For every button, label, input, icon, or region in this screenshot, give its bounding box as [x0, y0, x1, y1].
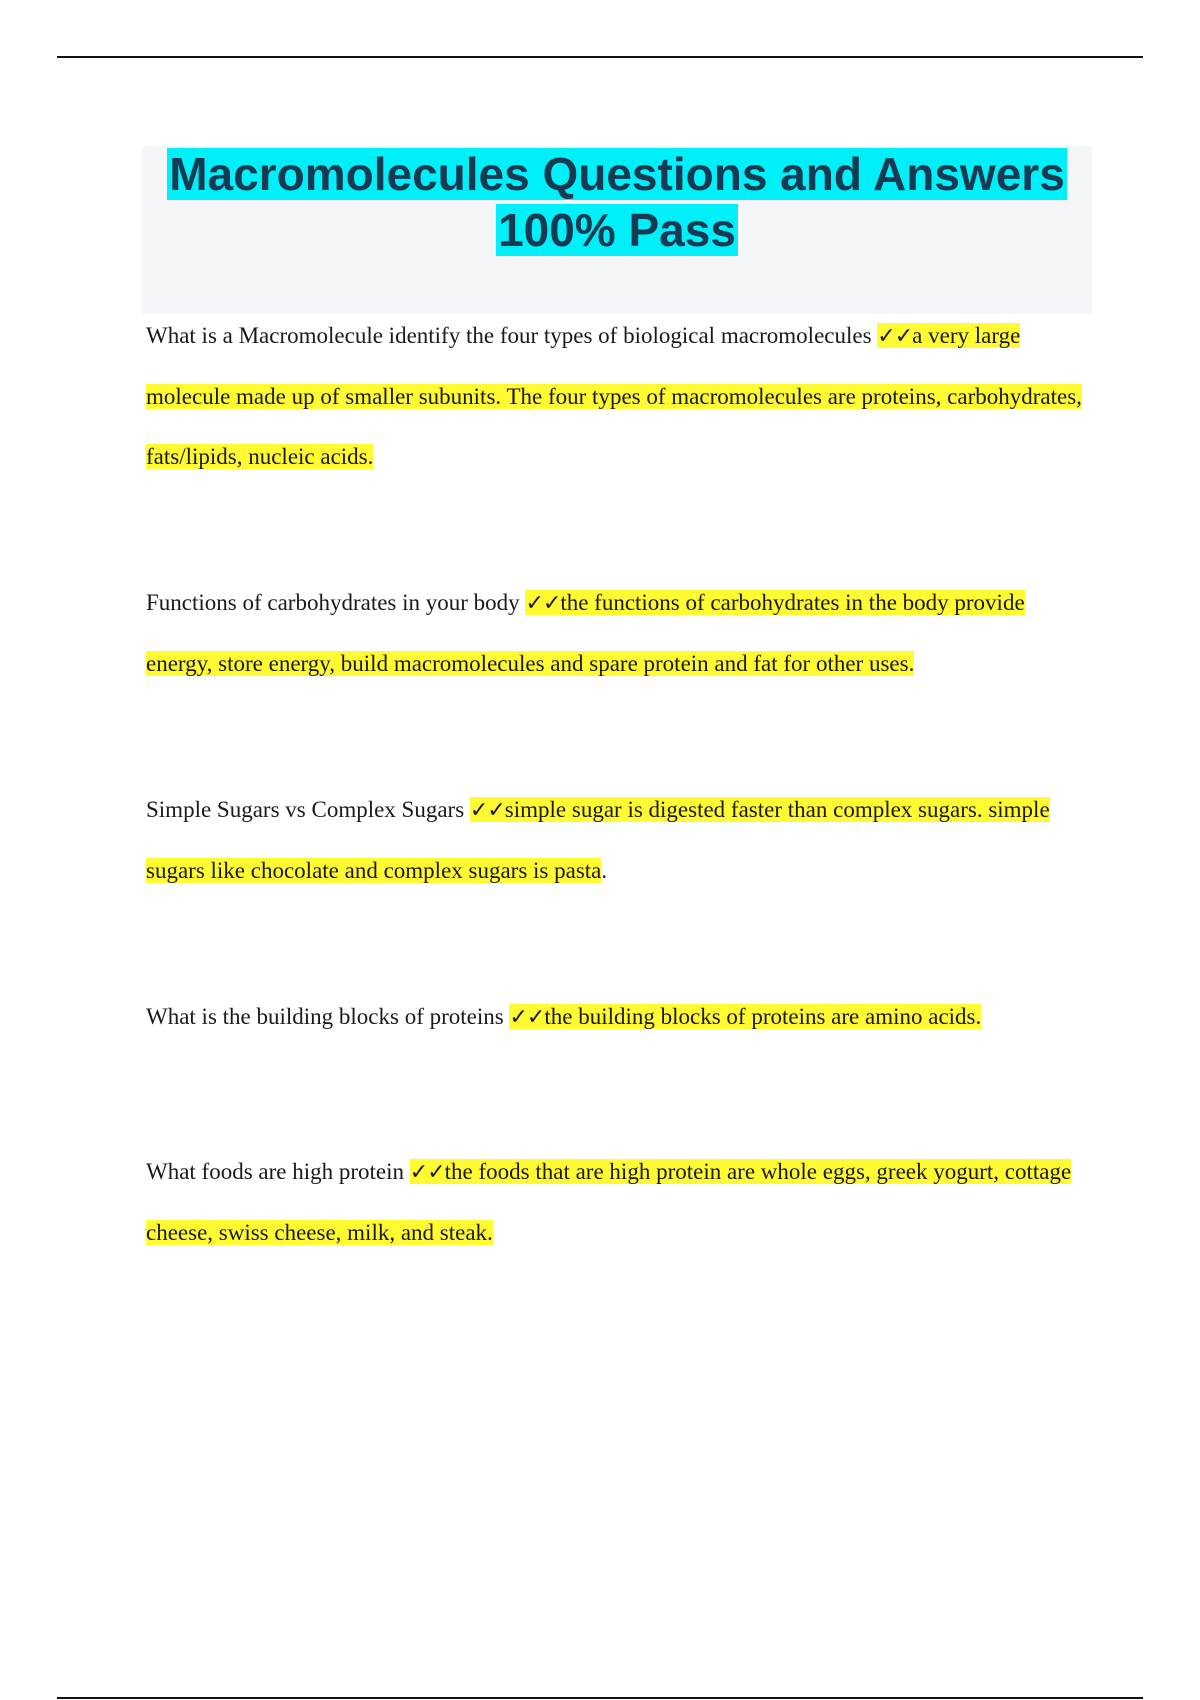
question-text: Simple Sugars vs Complex Sugars — [146, 797, 465, 822]
answer-trailing: . — [601, 858, 608, 883]
qa-item — [146, 1142, 1092, 1263]
double-check-icon: ✓✓ — [469, 798, 505, 823]
title-line-2: 100% Pass — [498, 204, 736, 256]
answer-text: a very large molecule made up of smaller subunits. The four types of macromolecules are proteins, carbohydrates, fats/lipids, nucleic acids. — [146, 323, 1082, 469]
question-text: Functions of carbohydrates in your body — [146, 590, 520, 615]
question-text: What is a Macromolecule identify the four types of biological macromolecules — [146, 323, 872, 348]
question-text: What is the building blocks of proteins — [146, 1004, 504, 1029]
answer-text: the functions of carbohydrates in the body provide energy, store energy, build macromolecules and spare protein and fat for other uses. — [146, 590, 1025, 676]
double-check-icon: ✓✓ — [409, 1160, 445, 1185]
qa-item — [146, 780, 1092, 901]
title-block — [142, 146, 1092, 314]
footer-rule — [57, 1697, 1143, 1699]
title-line-1: Macromolecules Questions and Answers — [169, 148, 1065, 200]
double-check-icon: ✓✓ — [509, 1005, 545, 1030]
double-check-icon: ✓✓ — [877, 324, 913, 349]
document-title — [142, 146, 1092, 258]
answer-highlight — [509, 1004, 981, 1029]
header-rule — [57, 56, 1143, 58]
question-text: What foods are high protein — [146, 1159, 405, 1184]
qa-item — [146, 306, 1092, 487]
qa-item — [146, 987, 1092, 1048]
answer-text: the building blocks of proteins are amino acids. — [544, 1004, 982, 1029]
answer-text: the foods that are high protein are whole eggs, greek yogurt, cottage cheese, swiss cheese, milk, and steak. — [146, 1159, 1072, 1245]
qa-item — [146, 573, 1092, 694]
qa-list — [146, 306, 1092, 1263]
double-check-icon: ✓✓ — [525, 591, 561, 616]
answer-text: simple sugar is digested faster than complex sugars. simple sugars like chocolate and complex sugars is pasta — [146, 797, 1050, 883]
